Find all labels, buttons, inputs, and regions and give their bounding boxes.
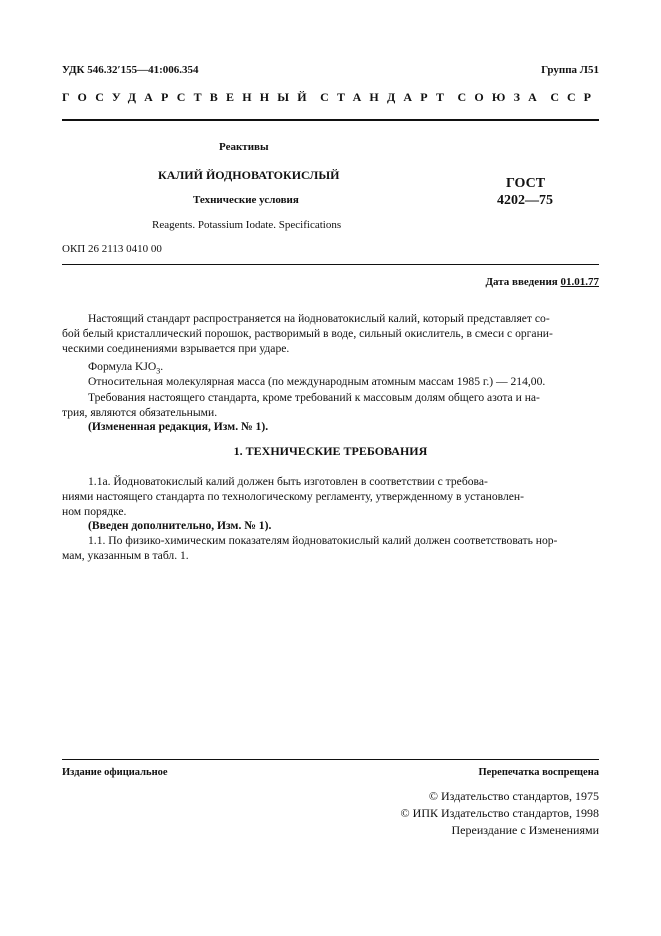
scope-line-3: ческими соединениями взрывается при ударе.: [62, 342, 290, 355]
title-rule: [62, 264, 599, 265]
english-title: Reagents. Potassium Iodate. Specifications: [152, 219, 342, 231]
heading-word-2: СТАНДАРТ: [320, 90, 453, 104]
heading-word-1: ГОСУДАРСТВЕННЫЙ: [62, 90, 315, 104]
state-standard-heading: [62, 90, 599, 105]
requirements-line-2: трия, являются обязательными.: [62, 406, 218, 419]
clause-1-1a-line-3: ном порядке.: [62, 505, 127, 518]
introduction-date-label: Дата введения: [485, 276, 558, 288]
amendment-note-1: (Измененная редакция, Изм. № 1).: [88, 420, 269, 433]
clause-1-1: [62, 533, 599, 563]
reprint-prohibited: Перепечатка воспрещена: [478, 767, 599, 778]
requirements-line-1: Требования настоящего стандарта, кроме требований к массовым долям общего азота и на-: [88, 391, 540, 404]
group-code: Группа Л51: [541, 64, 599, 76]
amendment-note-2: (Введен дополнительно, Изм. № 1).: [88, 519, 272, 532]
molar-mass-line: Относительная молекулярная масса (по международным атомным массам 1985 г.) — 214,00.: [88, 375, 546, 388]
gost-label: ГОСТ: [506, 176, 546, 191]
top-rule: [62, 119, 599, 121]
heading-word-4: ССР: [550, 90, 599, 104]
footer-rule: [62, 759, 599, 760]
heading-word-3: СОЮЗА: [457, 90, 545, 104]
udk-code: УДК 546.32ʹ155—41:006.354: [62, 64, 199, 76]
copyright-1998: © ИПК Издательство стандартов, 1998: [400, 806, 599, 820]
gost-number: 4202—75: [497, 193, 553, 208]
clause-1-1a-line-2: ниями настоящего стандарта по технологическому регламенту, утвержденному в установлен-: [62, 490, 524, 503]
clause-1-1-line-1: 1.1. По физико-химическим показателям йодноватокислый калий должен соответствовать нор-: [88, 534, 558, 547]
formula-prefix: Формула KJO: [88, 360, 157, 373]
copyright-1975: © Издательство стандартов, 1975: [428, 789, 599, 803]
clause-1-1a: [62, 474, 599, 519]
introduction-date: [485, 276, 599, 288]
reissue-note: Переиздание с Изменениями: [451, 823, 599, 837]
document-subtitle: Технические условия: [193, 194, 299, 206]
scope-line-2: бой белый кристаллический порошок, растворимый в воде, сильный окислитель, в смеси с органи-: [62, 327, 553, 340]
requirements-paragraph: [62, 390, 599, 420]
reagents-label: Реактивы: [219, 141, 269, 153]
document-title: КАЛИЙ ЙОДНОВАТОКИСЛЫЙ: [158, 168, 340, 182]
formula-suffix: .: [160, 360, 164, 373]
scope-paragraph: [62, 311, 599, 356]
formula-subscript: 3: [156, 366, 161, 376]
official-edition: Издание официальное: [62, 767, 168, 778]
scope-line-1: Настоящий стандарт распространяется на йодноватокислый калий, который представляет со-: [88, 312, 550, 325]
section-title: 1. ТЕХНИЧЕСКИЕ ТРЕБОВАНИЯ: [233, 444, 428, 458]
clause-1-1-line-2: мам, указанным в табл. 1.: [62, 549, 189, 562]
introduction-date-value: 01.01.77: [560, 276, 599, 288]
okp-code: ОКП 26 2113 0410 00: [62, 243, 162, 255]
clause-1-1a-line-1: 1.1а. Йодноватокислый калий должен быть изготовлен в соответствии с требова-: [88, 475, 488, 488]
